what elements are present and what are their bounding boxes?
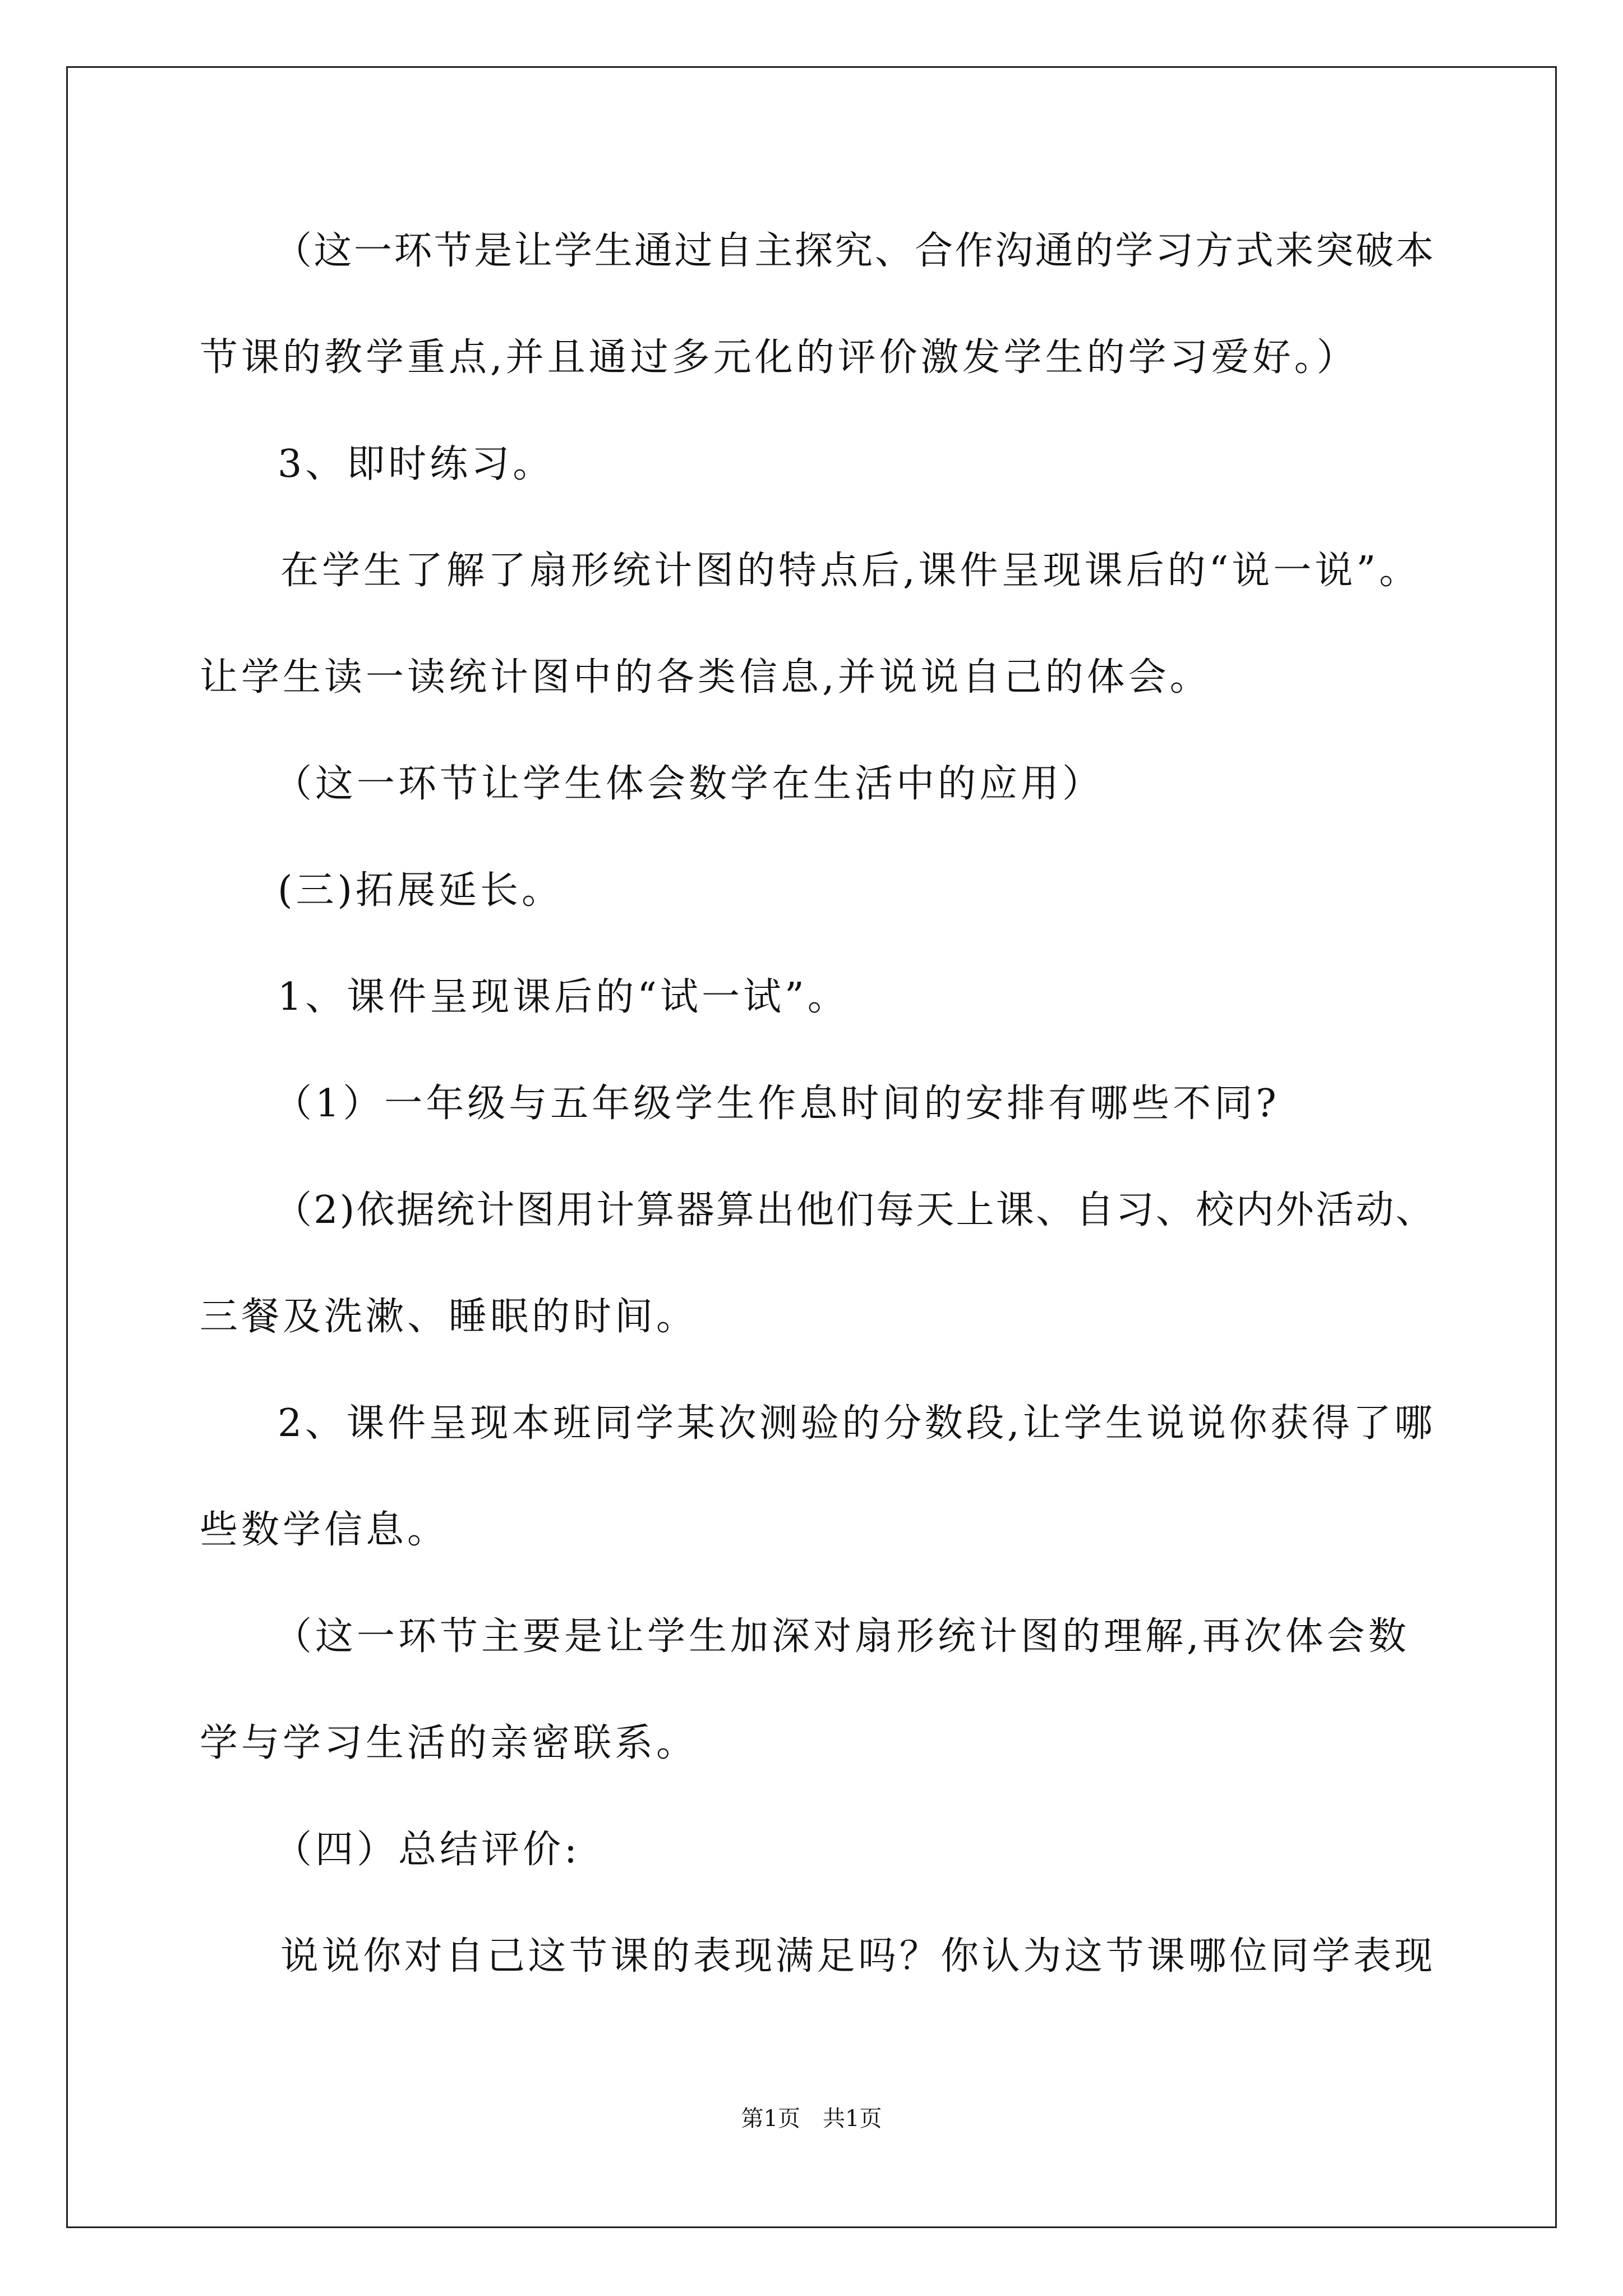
paragraph-line: 2、课件呈现本班同学某次测验的分数段,让学生说说你获得了哪	[278, 1401, 1436, 1446]
paragraph-line: （2)依据统计图用计算器算出他们每天上课、自习、校内外活动、	[274, 1188, 1436, 1232]
paragraph-line: (三)拓展延长。	[278, 868, 564, 913]
paragraph-line: 说说你对自己这节课的表现满足吗？你认为这节课哪位同学表现	[280, 1934, 1436, 1978]
paragraph-line: （这一环节主要是让学生加深对扇形统计图的理解,再次体会数	[274, 1614, 1410, 1659]
paragraph-line: 3、即时练习。	[278, 442, 555, 486]
page-number: 第1页	[741, 2106, 800, 2132]
paragraph-line: （这一环节让学生体会数学在生活中的应用）	[274, 762, 1104, 806]
paragraph-line: 学与学习生活的亲密联系。	[200, 1721, 698, 1765]
page-total: 共1页	[823, 2106, 882, 2132]
paragraph-line: 让学生读一读统计图中的各类信息,并说说自己的体会。	[200, 655, 1211, 700]
paragraph-line: （四）总结评价:	[274, 1828, 580, 1872]
paragraph-line: 三餐及洗漱、睡眠的时间。	[200, 1295, 698, 1339]
paragraph-line: 在学生了解了扇形统计图的特点后,课件呈现课后的“说一说”。	[280, 549, 1421, 593]
paragraph-line: 1、课件呈现课后的“试一试”。	[278, 975, 849, 1019]
paragraph-line: 节课的教学重点,并且通过多元化的评价激发学生的学习爱好。）	[200, 335, 1358, 380]
paragraph-line: 些数学信息。	[200, 1508, 449, 1552]
paragraph-line: （这一环节是让学生通过自主探究、合作沟通的学习方式来突破本	[274, 229, 1436, 273]
paragraph-line: （1）一年级与五年级学生作息时间的安排有哪些不同?	[274, 1082, 1280, 1126]
page-footer	[0, 2105, 1623, 2133]
page-border	[66, 66, 1557, 2228]
